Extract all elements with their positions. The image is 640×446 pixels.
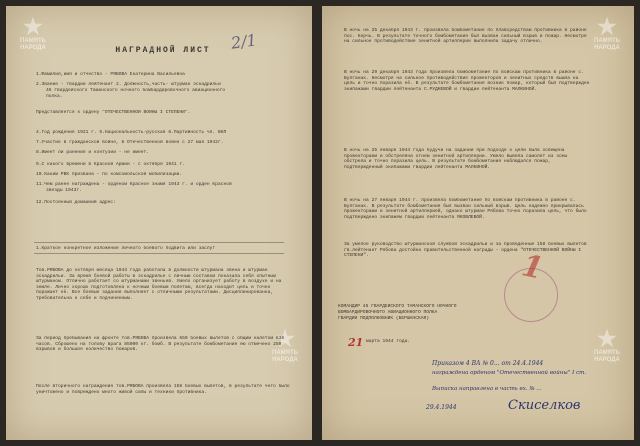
- feat-paragraph-4: В ночь на 27 января 1944 г. произвела бомбометание по войскам противника в районе с. Булганак. В результате бомбометания был вызван сильный взрыв. Цель надежно прикрывалась прожекторами и зенитной артиллерией, однако штурман Рябова точно поразила цель, что было подтверждено экипажем гвардии лейтенанта ЯКОВЛЕВОЙ.: [344, 198, 587, 220]
- handwritten-award-note: награждена орденом "Отечественной войны" I ст.: [432, 370, 587, 376]
- commander-line-2: БОМБАРДИРОВОЧНОГО АВИАЦИОННОГО ПОЛКА: [338, 310, 438, 315]
- award-field-line: 4.Год рождения 1921 г. 5.Национальность-русская 6.Партийность чл. ВКП: [36, 130, 227, 135]
- signature: Скиселков: [508, 398, 581, 413]
- date-day-handwritten: 21: [348, 336, 364, 349]
- feat-description-1: Тов.РЯБОВА до октября месяца 1943 года работала в должности штурмана звена и штурман эскадрильи. За время боевой работы в эскадрилье с личным составом показала себя опытным штурманом. Отлично работает со штурманами звеньев. Умело организует работу в воздухе и на земле. Лично хорошо подготовлена к ночным боевым полетам, всегда находит цель и точно поражает её. Все боевые задания выполняет с отличными результатами. Дисциплинированна, требовательна к себе и подчиненным.: [36, 268, 282, 301]
- handwritten-date: 29.4.1944: [426, 404, 457, 411]
- award-field-line: 46 гвардейского Таманского ночного бомбардировочного авиационного: [46, 88, 226, 93]
- feat-description-3: После вторичного награждения тов.РЯБОВА произвела 158 боевых вылетов, в результате чего было уничтожено и повреждено много живой силы и техники противника.: [36, 384, 290, 395]
- award-field-line: полка.: [46, 94, 63, 99]
- award-field-line: 12.Постоянный домашний адрес:: [36, 200, 116, 205]
- feat-description-2: За период пребывания на фронте тов.РЯБОВА произвела 650 боевых вылетов с общим налётом 836 часов. Сброшено на голову врага 85000 кг. бомб. В результате бомбометания ею отмечено 250 взрывов и большое количество пожаров.: [36, 336, 285, 352]
- feat-paragraph-3: В ночь на 25 января 1944 года будучи на задании при подходе к цели была освещена прожекторами и обстреляна огнем зенитной артиллерии. Умело вывела самолет из зоны обстрела и точно поразила цель. В результате бомбометания наблюдался пожар, подтвержденный экипажами гвардии лейтенанта МАЛКИНОЙ.: [344, 148, 568, 170]
- watermark-top-left: ★ ПАМЯТЬ НАРОДА: [10, 16, 56, 52]
- award-field-line: Представляется к ордену "ОТЕЧЕСТВЕННОЙ ВОЙНЫ I СТЕПЕНИ".: [36, 110, 191, 115]
- feat-paragraph-2: В ночь на 29 декабря 1943 года произвела бомбометание по войскам противника в районе с. Булганак. Несмотря на сильное противодействие прожекторов и зенитных средств вышла на цель и точно поразила её. В результате бомбометания возник пожар, который был подтвержден экипажами гвардии лейтенанта С.РУДНЕВОЙ и гвардии лейтенанта МАЛКИНОЙ.: [344, 70, 590, 92]
- watermark-bottom-right: ★ ПАМЯТЬ НАРОДА: [262, 328, 308, 364]
- divider: [34, 242, 284, 243]
- award-field-line: 9.С какого времени в Красной Армии - с октября 1941 г.: [36, 162, 185, 167]
- handwritten-number: 2/1: [229, 30, 258, 53]
- conclusion-paragraph: За умелое руководство штурманской службой эскадрильи и за проведенные 158 боевых вылетов гв.лейтенант Рябова достойна правительственной награды - ордена "ОТЕЧЕСТВЕННОЙ ВОЙНЫ I СТЕПЕНИ".: [344, 242, 587, 258]
- divider: [34, 253, 284, 254]
- document-title: НАГРАДНОЙ ЛИСТ: [115, 46, 211, 55]
- commander-line-1: КОМАНДИР 46 ГВАРДЕЙСКОГО ТАМАНСКОГО НОЧНОГО: [338, 304, 457, 309]
- award-field-line: 7.Участие в гражданской войне, в Отечественной войне с 27 мая 1942г.: [36, 140, 224, 145]
- star-icon: ★: [275, 326, 295, 351]
- award-field-line: 8.Имеет ли ранения и контузии - не имеет.: [36, 150, 150, 155]
- award-field-line: 11.Чем ранее награждена - орденом Красное знамя 1943 г. и орден Красной: [36, 182, 232, 187]
- star-icon: ★: [23, 14, 43, 39]
- star-icon: ★: [597, 14, 617, 39]
- commander-line-3: ГВАРДИИ ПОДПОЛКОВНИК (БЕРШАНСКАЯ): [338, 316, 429, 321]
- award-field-line: 2.Звание - гвардии лейтенант 2. Должность,часть- штурман эскадрильи: [36, 82, 221, 87]
- submission-date: марта 1944 года.: [366, 339, 411, 344]
- watermark-bottom-right: ★ ПАМЯТЬ НАРОДА: [584, 328, 630, 364]
- award-field-line: звезды 1943г.: [46, 188, 82, 193]
- award-field-line: 1.Фамилия,имя и отчество - РЯБОВА Екатерина Васильевна: [36, 72, 185, 77]
- handwritten-dispatch-note: Выписка направлена в часть вх. № ...: [432, 386, 542, 392]
- handwritten-award-order: Приказом 4 ВА № 0... от 24.4.1944: [432, 360, 544, 367]
- feat-paragraph-1: В ночь на 25 декабря 1943 г. произвела бомбометание по плавсредствам противника в районе пос. Керчь. В результате точного бомбометания был вызван сильный взрыв и пожар. Несмотря на сильное противодействие зенитной артиллерии выполнила задачу отлично.: [344, 28, 587, 44]
- award-field-line: 10.Каким РВК призвана - по комсомольской мобилизации.: [36, 172, 183, 177]
- award-sheet-page-1: [6, 6, 312, 440]
- award-sheet-page-2: [322, 6, 634, 440]
- star-icon: ★: [597, 326, 617, 351]
- section-heading: 1.Краткое конкретное изложение личного боевого подвига или заслуг: [36, 246, 216, 251]
- watermark-top-right: ★ ПАМЯТЬ НАРОДА: [584, 16, 630, 52]
- red-pencil-mark: 1: [518, 248, 547, 287]
